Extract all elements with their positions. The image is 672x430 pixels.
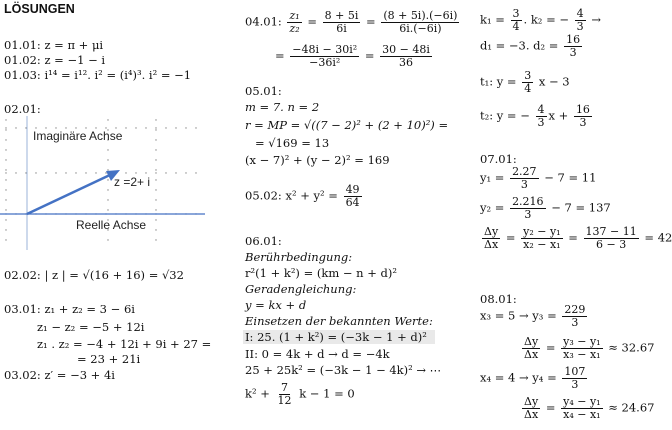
grid-dot — [5, 127, 6, 128]
solution-tangent-1: t₁: y = $\frac{3}{4}$ x − 3 — [480, 69, 570, 95]
solution-08-01-x3: x₃ = 5 → y₃ = $\frac{229}{3}$ — [480, 303, 586, 329]
grid-dot — [5, 159, 6, 160]
solution-03-01-c: z₁ . z₂ = −4 + 12i + 9i + 27 = — [37, 337, 212, 351]
grid-dot — [107, 149, 108, 150]
grid-dot — [107, 189, 108, 190]
grid-dot — [185, 172, 186, 173]
grid-dot — [155, 189, 156, 190]
solution-02-01-label: 02.01: — [4, 102, 41, 116]
grid-dot — [155, 209, 156, 210]
solution-05-01-c: = √169 = 13 — [255, 136, 330, 150]
imaginary-axis-label: Imaginäre Achse — [33, 129, 123, 143]
grid-dot — [155, 239, 156, 240]
grid-dot — [45, 172, 46, 173]
grid-dot — [5, 239, 6, 240]
solution-tangent-2: t₂: y = − $\frac{4}{3}$ x + $\frac{16}{3}$ — [480, 103, 590, 129]
grid-dot — [165, 127, 166, 128]
grid-dot — [95, 172, 96, 173]
solution-04-01-cont: = $\frac{\text{−48i − 30i²}}{\text{−36i²}}$ = $\frac{30 - 48i}{36}$ — [275, 43, 430, 69]
grid-dot — [135, 127, 136, 128]
grid-dot — [125, 127, 126, 128]
solution-06-01-h: 25 + 25k² = (−3k − 1 − 4k)² → ⋯ — [245, 363, 442, 377]
solution-06-01-g: II: 0 = 4k + d → d = −4k — [245, 347, 390, 361]
solution-05-01-d: (x − 7)² + (y − 2)² = 169 — [245, 153, 390, 167]
solution-07-01-label: 07.01: — [480, 152, 517, 166]
grid-dot — [5, 139, 6, 140]
grid-dot — [155, 159, 156, 160]
grid-dot — [185, 127, 186, 128]
solution-05-01-label: 05.01: — [245, 84, 282, 98]
grid-dot — [107, 199, 108, 200]
grid-dot — [5, 169, 6, 170]
grid-dot — [195, 127, 196, 128]
grid-dot — [107, 209, 108, 210]
grid-dot — [145, 172, 146, 173]
grid-dot — [155, 199, 156, 200]
solution-k-values: k₁ = $\frac{3}{4}$ . k₂ = − $\frac{4}{3}$ → — [480, 7, 601, 33]
solution-06-01-e: Einsetzen der bekannten Werte: — [245, 314, 433, 328]
grid-dot — [107, 239, 108, 240]
grid-dot — [125, 172, 126, 173]
grid-dot — [65, 172, 66, 173]
page-title: LÖSUNGEN — [4, 2, 75, 16]
solution-06-01-a: Berührbedingung: — [245, 250, 353, 264]
grid-dot — [155, 149, 156, 150]
grid-dot — [85, 172, 86, 173]
solution-02-02: 02.02: | z | = √(16 + 16) = √32 — [4, 268, 184, 282]
solution-05-02: 05.02: x² + y² = $\frac{49}{64}$ — [245, 183, 360, 209]
grid-dot — [5, 219, 6, 220]
grid-dot — [5, 209, 6, 210]
z-vector — [27, 174, 112, 214]
solution-06-01-b: r²(1 + k²) = (km − n + d)² — [245, 266, 397, 280]
grid-dot — [155, 219, 156, 220]
grid-dot — [195, 172, 196, 173]
grid-dot — [107, 169, 108, 170]
grid-dot — [5, 229, 6, 230]
solution-07-01-slope: $\frac{\Delta y}{\Delta x}$ = $\frac{\text{y₂ − y₁}}{\text{x₂ − x₁}}$ = $\frac{137 - 11}{6 - 3}$ = 42 — [484, 225, 672, 251]
grid-dot — [175, 127, 176, 128]
grid-dot — [35, 172, 36, 173]
solution-05-01-a: m = 7. n = 2 — [245, 100, 320, 114]
solution-03-02: 03.02: z′ = −3 + 4i — [4, 368, 115, 382]
grid-dot — [107, 179, 108, 180]
grid-dot — [15, 127, 16, 128]
solution-08-01-label: 08.01: — [480, 292, 517, 306]
grid-dot — [105, 172, 106, 173]
grid-dot — [155, 172, 156, 173]
solution-07-01-y1: y₁ = $\frac{2.27}{3}$ − 7 = 11 — [480, 165, 597, 191]
grid-dot — [155, 129, 156, 130]
grid-dot — [107, 119, 108, 120]
complex-plane-diagram — [0, 116, 230, 250]
grid-dot — [25, 172, 26, 173]
grid-dot — [155, 139, 156, 140]
grid-dot — [135, 172, 136, 173]
grid-dot — [15, 172, 16, 173]
solution-03-01-b: z₁ − z₂ = −5 + 12i — [37, 320, 145, 334]
grid-dot — [145, 127, 146, 128]
solution-03-01-d: = 23 + 21i — [77, 352, 141, 366]
solution-05-01-b: r = MP = √((7 − 2)² + (2 + 10)²) = — [245, 118, 449, 132]
grid-dot — [155, 127, 156, 128]
grid-dot — [107, 159, 108, 160]
solution-01-01: 01.01: z = π + μi — [4, 38, 104, 52]
real-axis-label: Reelle Achse — [76, 218, 147, 232]
grid-dot — [5, 149, 6, 150]
solution-d-values: d₁ = −3. d₂ = $\frac{16}{3}$ — [480, 33, 581, 59]
grid-dot — [155, 169, 156, 170]
solution-01-03: 01.03: i¹⁴ = i¹². i² = (i⁴)³. i² = −1 — [4, 68, 192, 82]
grid-dot — [175, 172, 176, 173]
solution-07-01-y2: y₂ = $\frac{2.216}{3}$ − 7 = 137 — [480, 195, 611, 221]
grid-dot — [25, 127, 26, 128]
solution-01-02: 01.02: z = −1 − i — [4, 53, 106, 67]
grid-dot — [55, 172, 56, 173]
grid-dot — [165, 172, 166, 173]
solution-08-01-x4: x₄ = 4 → y₄ = $\frac{107}{3}$ — [480, 365, 586, 391]
solution-06-01-f: I: 25. (1 + k²) = (−3k − 1 + d)² — [243, 330, 435, 344]
grid-dot — [155, 179, 156, 180]
solution-08-01-slope3: $\frac{\Delta y}{\Delta x}$ = $\frac{\text{y₃ − y₁}}{\text{x₃ − x₁}}$ ≈ 32.67 — [524, 335, 655, 361]
grid-dot — [155, 229, 156, 230]
grid-dot — [5, 179, 6, 180]
grid-dot — [5, 189, 6, 190]
solution-06-01-i: k² + $\frac{7}{12}$ k − 1 = 0 — [245, 381, 355, 407]
z-point-label: z =2+ i — [114, 175, 151, 189]
solution-06-01-d: y = kx + d — [245, 298, 307, 312]
grid-dot — [5, 119, 6, 120]
solution-06-01-c: Geradengleichung: — [245, 282, 357, 296]
solution-04-01: 04.01: $\frac{\text{z₁}}{\text{z₂}}$ = $\frac{8 + 5i}{6i}$ = $\frac{(8 + 5i).(-6i)}{6i.(-6i)}$ — [245, 9, 458, 35]
grid-dot — [5, 199, 6, 200]
grid-dot — [5, 172, 6, 173]
solution-06-01-label: 06.01: — [245, 234, 282, 248]
solution-03-01-a: 03.01: z₁ + z₂ = 3 − 6i — [4, 302, 135, 316]
grid-dot — [155, 119, 156, 120]
grid-dot — [5, 129, 6, 130]
grid-dot — [75, 172, 76, 173]
solution-08-01-slope4: $\frac{\Delta y}{\Delta x}$ = $\frac{\text{y₄ − y₁}}{\text{x₄ − x₁}}$ ≈ 24.67 — [524, 395, 655, 421]
